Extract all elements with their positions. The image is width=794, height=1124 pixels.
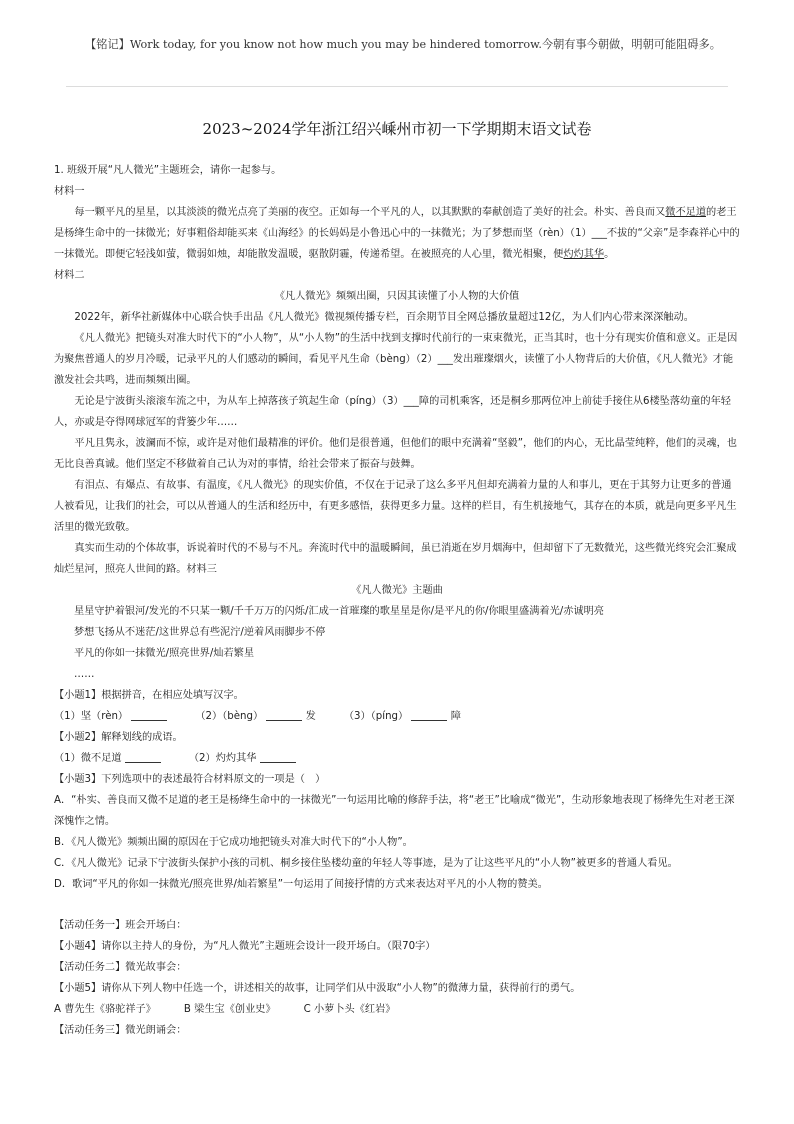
subquestion-2-label: 【小题2】解释划线的成语。 xyxy=(54,732,183,743)
option-a[interactable]: A．“朴实、善良而又微不足道的老王是杨绛生命中的一抹微光”一句运用比喻的修辞手法，将“老王”比喻成“微光”，生动形象地表现了杨绛先生对老王深深愧怍之情。 xyxy=(54,795,735,827)
blank-3-label: （3）（píng） xyxy=(343,711,409,722)
lyric-line: 平凡的你如一抹微光/照亮世界/灿若繁星 xyxy=(74,648,255,659)
answer-blank[interactable] xyxy=(266,708,302,721)
activity-task-3: 【活动任务三】微光朗诵会： xyxy=(54,1025,187,1036)
blank-1-label: （1）坚（rèn） xyxy=(54,711,129,722)
underlined-idiom-1: 微不足道 xyxy=(665,207,707,218)
answer-blank[interactable] xyxy=(125,750,161,763)
option-b[interactable]: B．《凡人微光》频频出圈的原因在于它成功地把镜头对准大时代下的“小人物”。 xyxy=(54,837,413,848)
option-d[interactable]: D．歌词“平凡的你如一抹微光/照亮世界/灿若繁星”一句运用了间接抒情的方式来表达对平凡的小人物的赞美。 xyxy=(54,879,548,890)
material-1-text-a: 每一颗平凡的星星，以其淡淡的微光点亮了美丽的夜空。正如每一个平凡的人，以其默默的奉献创造了美好的社会。朴实、善良而又 xyxy=(74,207,666,218)
blank-3-suffix: 障 xyxy=(450,711,461,722)
material-2-label: 材料二 xyxy=(54,270,85,281)
subquestion-2-blanks xyxy=(54,748,740,769)
material-2-paragraph: 真实而生动的个体故事，诉说着时代的不易与不凡。奔流时代中的温暖瞬间，虽已消逝在岁月烟海中，但却留下了无数微光，这些微光终究会汇聚成灿烂星河，照亮人世间的路。材料三 xyxy=(54,543,737,575)
subquestion-1-label: 【小题1】根据拼音，在相应处填写汉字。 xyxy=(54,690,244,701)
subquestion-5-choices xyxy=(54,999,740,1020)
material-3-heading: 《凡人微光》主题曲 xyxy=(351,585,443,596)
material-1-text-c: 。 xyxy=(604,249,615,260)
material-2-paragraph: 《凡人微光》把镜头对准大时代下的“小人物”，从“小人物”的生活中找到支撑时代前行的一束束微光，正当其时，也十分有现实价值和意义。正是因为聚焦普通人的岁月冷暖，记录平凡的人们感动的瞬间，看见平凡生命（bèng）（2）___发出璀璨烟火，读懂了小人物背后的大价值，《凡人微光》才能激发社会共鸣，进而频频出圈。 xyxy=(54,333,738,386)
lyric-line: 星星守护着银河/发光的不只某一颗/千千万万的闪烁/汇成一首璀璨的歌星星是你/是平凡的你/你眼里盛满着光/赤诚明亮 xyxy=(74,606,604,617)
subquestion-3-label: 【小题3】下列选项中的表述最符合材料原文的一项是（ ） xyxy=(54,774,326,785)
lyric-line: …… xyxy=(74,669,95,680)
choice-a[interactable]: A 曹先生《骆驼祥子》 xyxy=(54,1004,156,1015)
material-2-paragraph: 平凡且隽永，波澜而不惊，或许是对他们最精准的评价。他们是很普通，但他们的眼中充满着“坚毅”，他们的内心，无比晶莹纯粹，他们的灵魂，也无比良善真诚。他们坚定不移做着自己认为对的事情，给社会带来了振奋与鼓舞。 xyxy=(54,438,737,470)
material-2-paragraph: 2022年，新华社新媒体中心联合快手出品《凡人微光》微视频传播专栏，百余期节目全网总播放量超过12亿，为人们内心带来深深触动。 xyxy=(74,312,694,323)
answer-blank[interactable] xyxy=(131,708,167,721)
answer-blank[interactable] xyxy=(260,750,296,763)
choice-b[interactable]: B 梁生宝《创业史》 xyxy=(183,1004,276,1015)
exam-title: 2023~2024学年浙江绍兴嵊州市初一下学期期末语文试卷 xyxy=(202,120,592,138)
underlined-idiom-2: 灼灼其华 xyxy=(563,249,605,260)
option-c[interactable]: C．《凡人微光》记录下宁波街头保护小孩的司机、桐乡接住坠楼幼童的年轻人等事迹，是为了让这些平凡的“小人物”被更多的普通人看见。 xyxy=(54,858,678,869)
motto-header: 【铭记】Work today, for you know not how much you may be hindered tomorrow.今朝有事今朝做，明朝可能阻碍多。 xyxy=(85,38,721,51)
exam-content xyxy=(54,160,740,1041)
question-1-intro: 1. 班级开展“凡人微光”主题班会，请你一起参与。 xyxy=(54,165,282,176)
material-1-label: 材料一 xyxy=(54,186,85,197)
answer-blank[interactable] xyxy=(411,708,447,721)
activity-task-1: 【活动任务一】班会开场白： xyxy=(54,920,187,931)
material-1-paragraph xyxy=(54,202,740,265)
subquestion-1-blanks xyxy=(54,706,740,727)
material-2-paragraph: 无论是宁波街头滚滚车流之中，为从车上掉落孩子筑起生命（píng）（3）___障的司机乘客，还是桐乡那两位冲上前徒手接住从6楼坠落幼童的年轻人，亦或是夺得网球冠军的背篓少年…… xyxy=(54,396,731,428)
material-2-paragraph: 有泪点、有爆点、有故事、有温度，《凡人微光》的现实价值，不仅在于记录了这么多平凡但却充满着力量的人和事儿，更在于其努力让更多的普通人被看见，让我们的社会，可以从普通人的生活和经历中，有更多感悟，获得更多力量。这样的栏目，有生机接地气，其存在的本质，就是向更多平凡生活里的微光致敬。 xyxy=(54,480,737,533)
subquestion-5: 【小题5】请你从下列人物中任选一个，讲述相关的故事，让同学们从中汲取“小人物”的微薄力量，获得前行的勇气。 xyxy=(54,983,581,994)
choice-c[interactable]: C 小萝卜头《红岩》 xyxy=(303,1004,396,1015)
lyric-line: 梦想飞扬从不迷茫/这世界总有些泥泞/逆着风雨脚步不停 xyxy=(74,627,326,638)
material-1-text-b: 的老王是杨绛生命中的一抹微光；好事粗俗却能买来《山海经》的长妈妈是小鲁迅心中的一抹微光；为了梦想而坚（rèn）（1）___不拔的“父亲”是李森祥心中的一抹微光。即便它轻浅如萤，微弱如烛，却能散发温暖，驱散阴霾，传递希望。在被照亮的人心里，微光相聚，便 xyxy=(54,207,740,260)
blank-2-label: （2）（bèng） xyxy=(195,711,264,722)
blank-2-suffix: 发 xyxy=(305,711,316,722)
subquestion-4: 【小题4】请你以主持人的身份，为“凡人微光”主题班会设计一段开场白。（限70字） xyxy=(54,941,436,952)
material-2-heading: 《凡人微光》频频出圈，只因其读懂了小人物的大价值 xyxy=(274,291,520,302)
activity-task-2: 【活动任务二】微光故事会： xyxy=(54,962,187,973)
idiom-2-label: （2）灼灼其华 xyxy=(188,753,257,764)
header-divider xyxy=(66,86,728,87)
idiom-1-label: （1）微不足道 xyxy=(54,753,122,764)
